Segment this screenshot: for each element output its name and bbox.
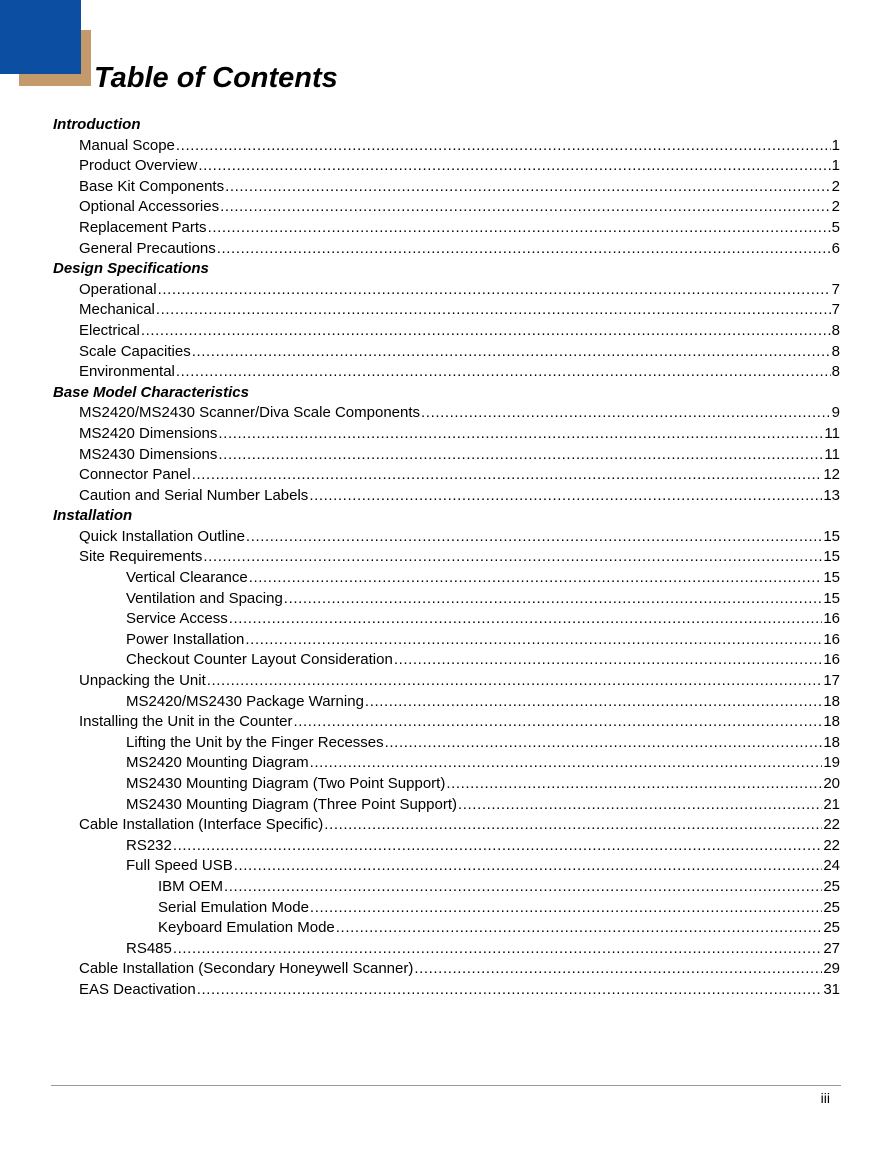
dot-leader xyxy=(197,980,823,1001)
dot-leader xyxy=(225,177,831,198)
toc-entry[interactable] xyxy=(53,197,840,218)
toc-entry-page: 17 xyxy=(823,672,840,690)
toc-entry[interactable] xyxy=(53,692,840,713)
dot-leader xyxy=(218,424,823,445)
toc-entry-label: Site Requirements xyxy=(79,548,203,566)
toc-entry-page: 25 xyxy=(823,877,840,895)
toc-entry[interactable] xyxy=(53,753,840,774)
dot-leader xyxy=(158,280,831,301)
toc-entry-page: 1 xyxy=(831,136,840,154)
toc-entry-page: 25 xyxy=(823,898,840,916)
dot-leader xyxy=(293,712,822,733)
toc-entry-label: Vertical Clearance xyxy=(126,569,248,587)
dot-leader xyxy=(156,300,831,321)
toc-entry[interactable] xyxy=(53,342,840,363)
toc-entry-label: RS232 xyxy=(126,836,172,854)
toc-entry-label: MS2420 Dimensions xyxy=(79,424,218,442)
toc-entry[interactable] xyxy=(53,630,840,651)
toc-entry-page: 5 xyxy=(831,218,840,236)
toc-entry-page: 18 xyxy=(823,713,840,731)
toc-entry-label: Full Speed USB xyxy=(126,857,233,875)
toc-entry[interactable] xyxy=(53,568,840,589)
toc-entry[interactable] xyxy=(53,815,840,836)
toc-entry-page: 15 xyxy=(823,527,840,545)
dot-leader xyxy=(176,136,831,157)
footer-divider xyxy=(51,1085,841,1086)
dot-leader xyxy=(203,547,822,568)
toc-entry-page: 15 xyxy=(823,589,840,607)
dot-leader xyxy=(385,733,823,754)
toc-entry[interactable] xyxy=(53,918,840,939)
toc-entry-label: Installing the Unit in the Counter xyxy=(79,713,293,731)
dot-leader xyxy=(421,403,831,424)
dot-leader xyxy=(229,609,823,630)
toc-entry-label: Ventilation and Spacing xyxy=(126,589,283,607)
dot-leader xyxy=(249,568,823,589)
toc-entry-label: RS485 xyxy=(126,939,172,957)
toc-entry-label: Electrical xyxy=(79,321,140,339)
toc-entry-label: MS2430 Mounting Diagram (Three Point Support) xyxy=(126,795,457,813)
toc-entry-label: Connector Panel xyxy=(79,466,191,484)
toc-entry[interactable] xyxy=(53,774,840,795)
toc-entry-label: Scale Capacities xyxy=(79,342,191,360)
toc-section-heading: Installation xyxy=(53,507,133,525)
toc-entry-label: EAS Deactivation xyxy=(79,980,196,998)
toc-entry-page: 11 xyxy=(824,445,840,463)
dot-leader xyxy=(365,692,822,713)
dot-leader xyxy=(192,465,823,486)
toc-entry-label: MS2420/MS2430 Scanner/Diva Scale Components xyxy=(79,404,421,422)
toc-entry[interactable] xyxy=(53,218,840,239)
toc-entry-label: Optional Accessories xyxy=(79,198,220,216)
toc-entry[interactable] xyxy=(53,527,840,548)
dot-leader xyxy=(234,856,823,877)
toc-entry-label: MS2420 Mounting Diagram xyxy=(126,754,309,772)
toc-entry-page: 2 xyxy=(831,177,840,195)
toc-entry-label: Product Overview xyxy=(79,157,198,175)
toc-section-heading: Design Specifications xyxy=(53,260,209,278)
toc-entry[interactable] xyxy=(53,403,840,424)
toc-entry-label: Lifting the Unit by the Finger Recesses xyxy=(126,733,384,751)
toc-entry-label: Manual Scope xyxy=(79,136,175,154)
toc-entry-page: 24 xyxy=(823,857,840,875)
dot-leader xyxy=(173,939,822,960)
toc-entry[interactable] xyxy=(53,712,840,733)
table-of-contents xyxy=(53,115,840,1001)
toc-entry[interactable] xyxy=(53,136,840,157)
toc-entry[interactable] xyxy=(53,465,840,486)
toc-entry[interactable] xyxy=(53,486,840,507)
toc-entry-page: 7 xyxy=(831,280,840,298)
toc-entry-label: Base Kit Components xyxy=(79,177,225,195)
toc-entry[interactable] xyxy=(53,362,840,383)
dot-leader xyxy=(173,836,822,857)
dot-leader xyxy=(446,774,822,795)
toc-entry[interactable] xyxy=(53,547,840,568)
page-number: iii xyxy=(820,1090,830,1106)
toc-entry-label: Environmental xyxy=(79,363,175,381)
dot-leader xyxy=(207,671,823,692)
toc-entry[interactable] xyxy=(53,177,840,198)
toc-entry-page: 25 xyxy=(823,919,840,937)
toc-entry-label: Power Installation xyxy=(126,630,245,648)
toc-entry-label: Quick Installation Outline xyxy=(79,527,245,545)
toc-entry[interactable] xyxy=(53,939,840,960)
toc-entry-page: 22 xyxy=(823,836,840,854)
toc-entry-page: 1 xyxy=(831,157,840,175)
dot-leader xyxy=(310,753,823,774)
toc-entry-page: 9 xyxy=(831,404,840,422)
toc-entry-label: Replacement Parts xyxy=(79,218,207,236)
toc-entry-page: 8 xyxy=(831,321,840,339)
dot-leader xyxy=(217,239,831,260)
toc-entry-page: 11 xyxy=(824,424,840,442)
toc-entry-page: 29 xyxy=(823,960,840,978)
toc-section-heading: Introduction xyxy=(53,116,141,133)
toc-entry-page: 13 xyxy=(823,486,840,504)
toc-entry-page: 12 xyxy=(823,466,840,484)
toc-entry[interactable] xyxy=(53,959,840,980)
dot-leader xyxy=(198,156,830,177)
toc-entry[interactable] xyxy=(53,898,840,919)
dot-leader xyxy=(192,342,831,363)
dot-leader xyxy=(394,650,822,671)
toc-entry-label: Mechanical xyxy=(79,301,155,319)
toc-entry[interactable] xyxy=(53,445,840,466)
toc-entry-page: 16 xyxy=(823,610,840,628)
toc-entry-label: Cable Installation (Secondary Honeywell Scanner) xyxy=(79,960,414,978)
dot-leader xyxy=(220,197,831,218)
toc-entry-page: 16 xyxy=(823,651,840,669)
toc-entry-page: 16 xyxy=(823,630,840,648)
dot-leader xyxy=(208,218,831,239)
toc-entry-label: General Precautions xyxy=(79,239,216,257)
toc-entry-label: MS2430 Mounting Diagram (Two Point Support) xyxy=(126,775,446,792)
toc-entry[interactable] xyxy=(53,321,840,342)
dot-leader xyxy=(310,898,822,919)
toc-entry-label: Operational xyxy=(79,280,157,298)
toc-entry-page: 8 xyxy=(831,363,840,381)
dot-leader xyxy=(324,815,822,836)
toc-entry-page: 8 xyxy=(831,342,840,360)
toc-entry[interactable] xyxy=(53,733,840,754)
toc-entry-label: Unpacking the Unit xyxy=(79,672,206,690)
toc-entry-label: IBM OEM xyxy=(158,877,224,895)
dot-leader xyxy=(414,959,822,980)
toc-entry-page: 21 xyxy=(823,795,840,813)
toc-entry-page: 18 xyxy=(823,733,840,751)
dot-leader xyxy=(336,918,823,939)
toc-entry-label: Checkout Counter Layout Consideration xyxy=(126,651,393,669)
page-title: Table of Contents xyxy=(94,62,338,94)
toc-entry-label: Keyboard Emulation Mode xyxy=(158,919,335,937)
dot-leader xyxy=(141,321,831,342)
corner-accent-blue xyxy=(0,0,81,74)
toc-entry-page: 19 xyxy=(823,754,840,772)
toc-entry[interactable] xyxy=(53,795,840,816)
toc-entry-page: 27 xyxy=(823,939,840,957)
dot-leader xyxy=(309,486,822,507)
toc-entry[interactable] xyxy=(53,650,840,671)
toc-entry[interactable] xyxy=(53,609,840,630)
dot-leader xyxy=(176,362,831,383)
toc-entry[interactable] xyxy=(53,877,840,898)
toc-entry-label: Cable Installation (Interface Specific) xyxy=(79,816,324,834)
toc-entry-page: 7 xyxy=(831,301,840,319)
toc-entry[interactable] xyxy=(53,836,840,857)
toc-entry-page: 15 xyxy=(823,569,840,587)
toc-entry-page: 2 xyxy=(831,198,840,216)
toc-entry-page: 20 xyxy=(823,775,840,792)
toc-entry[interactable] xyxy=(53,856,840,877)
dot-leader xyxy=(218,445,823,466)
toc-entry[interactable] xyxy=(53,671,840,692)
toc-entry-label: Service Access xyxy=(126,610,228,628)
toc-section-heading: Base Model Characteristics xyxy=(53,383,249,401)
toc-entry[interactable] xyxy=(53,239,840,260)
dot-leader xyxy=(246,527,822,548)
toc-entry[interactable] xyxy=(53,300,840,321)
dot-leader xyxy=(458,795,822,816)
toc-entry-page: 15 xyxy=(823,548,840,566)
toc-entry[interactable] xyxy=(53,280,840,301)
toc-entry-label: MS2420/MS2430 Package Warning xyxy=(126,692,364,710)
toc-entry[interactable] xyxy=(53,424,840,445)
toc-entry-page: 22 xyxy=(823,816,840,834)
toc-entry-label: Serial Emulation Mode xyxy=(158,898,309,916)
toc-entry-page: 18 xyxy=(823,692,840,710)
dot-leader xyxy=(284,589,823,610)
toc-entry-page: 6 xyxy=(831,239,840,257)
toc-entry[interactable] xyxy=(53,589,840,610)
dot-leader xyxy=(224,877,822,898)
toc-entry[interactable] xyxy=(53,980,840,1001)
toc-entry[interactable] xyxy=(53,156,840,177)
toc-entry-label: Caution and Serial Number Labels xyxy=(79,486,309,504)
dot-leader xyxy=(245,630,822,651)
toc-entry-page: 31 xyxy=(823,980,840,998)
toc-entry-label: MS2430 Dimensions xyxy=(79,445,218,463)
